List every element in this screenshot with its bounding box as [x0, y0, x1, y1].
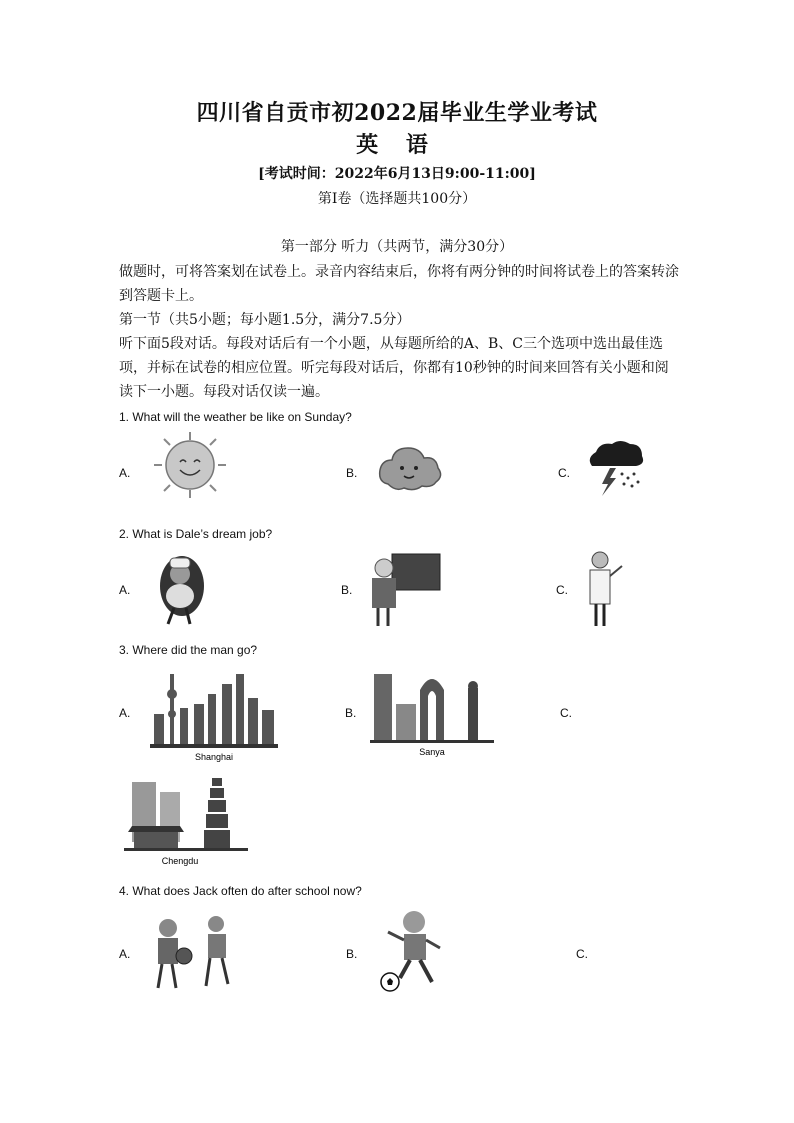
question-2: 2. What is Dale’s dream job? [119, 527, 273, 541]
q2-option-c-label[interactable]: C. [556, 583, 568, 597]
sanya-image [370, 664, 494, 760]
chef-icon [150, 548, 210, 628]
q2-option-a-label[interactable]: A. [119, 583, 131, 597]
q4-option-b-label[interactable]: B. [346, 947, 358, 961]
q2-option-b-label[interactable]: B. [341, 583, 353, 597]
chengdu-caption: Chengdu [161, 856, 199, 866]
shanghai-caption: Shanghai [194, 752, 234, 762]
soccer-boy-icon [378, 908, 448, 994]
q3-option-c-label[interactable]: C. [560, 706, 572, 720]
section1-instructions: 听下面5段对话。每段对话后有一个小题，从每题所给的A、B、C三个选项中选出最佳选项，并标在试卷的相应位置。听完每段对话后，你都有10秒钟的时间来回答有关小题和阅读下一小题。每段对话仅读一遍。 [119, 336, 669, 400]
q1-option-a-label[interactable]: A. [119, 466, 131, 480]
exam-title: 四川省自贡市初2022届毕业生学业考试 [196, 100, 598, 126]
exam-time: [考试时间：2022年6月13日9:00-11:00] [258, 166, 536, 182]
part1-heading: 第一部分 听力（共两节，满分30分） [280, 239, 514, 255]
q4-option-a-label[interactable]: A. [119, 947, 131, 961]
q4-option-c-label[interactable]: C. [576, 947, 588, 961]
sun-icon [150, 430, 230, 500]
shanghai-skyline-image [150, 664, 278, 764]
q3-option-b-label[interactable]: B. [345, 706, 357, 720]
question-4: 4. What does Jack often do after school now? [119, 884, 362, 898]
cloud-icon [376, 440, 442, 496]
question-1: 1. What will the weather be like on Sunday? [119, 410, 352, 424]
sanya-caption: Sanya [419, 747, 445, 757]
part1-instructions: 做题时，可将答案划在试卷上。录音内容结束后，你将有两分钟的时间将试卷上的答案转涂到答题卡上。 [119, 264, 679, 304]
section1-heading: 第一节（共5小题；每小题1.5分，满分7.5分） [119, 312, 411, 328]
chengdu-image [124, 772, 248, 872]
thunderstorm-icon [584, 440, 646, 496]
volume-heading: 第Ⅰ卷（选择题共100分） [317, 191, 477, 207]
basketball-kids-icon [150, 910, 242, 996]
q1-option-c-label[interactable]: C. [558, 466, 570, 480]
question-3: 3. Where did the man go? [119, 643, 258, 657]
teacher-icon [368, 550, 442, 628]
subject-title: 英 语 [356, 132, 438, 158]
q1-option-b-label[interactable]: B. [346, 466, 358, 480]
q3-option-a-label[interactable]: A. [119, 706, 131, 720]
doctor-icon [584, 548, 630, 628]
